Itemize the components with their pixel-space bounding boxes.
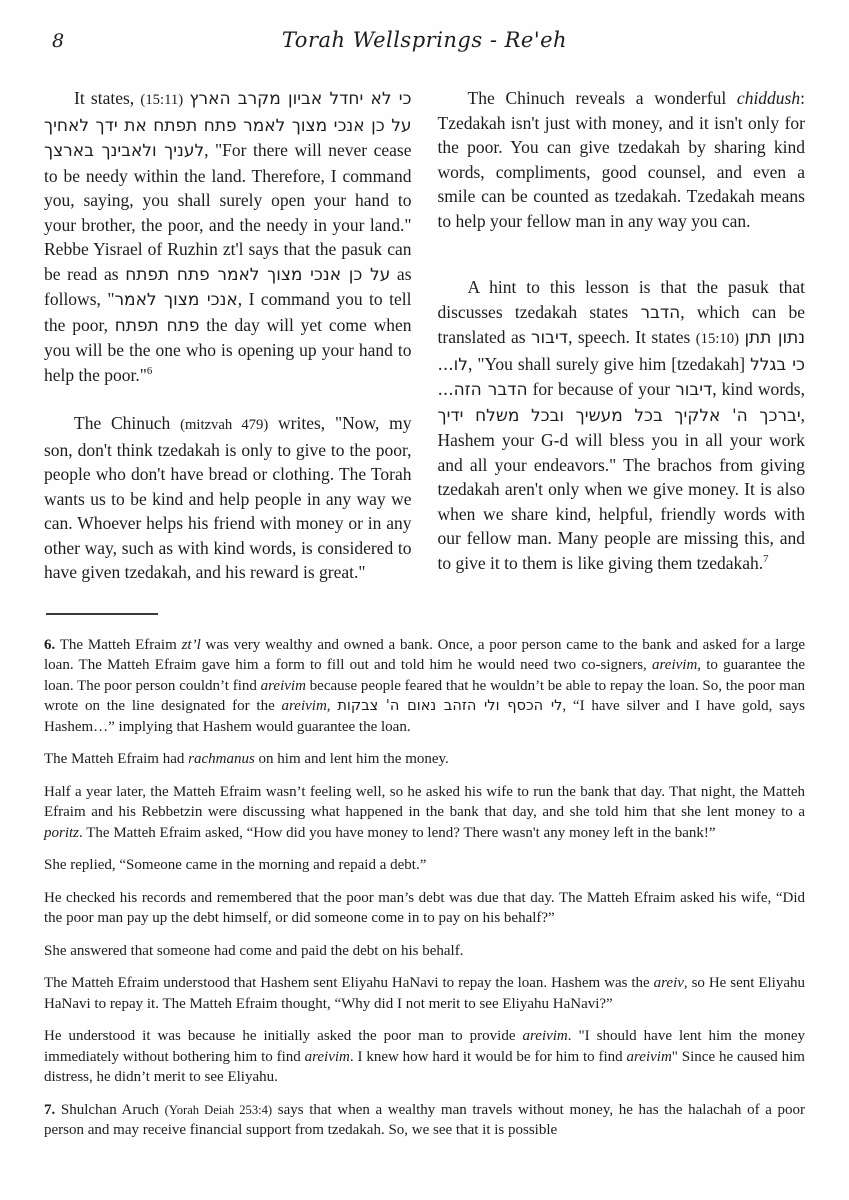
text-run: The Chinuch reveals a wonderful [467,88,737,108]
italic-term: areivim [304,1048,350,1065]
source-reference: (15:11) [140,92,184,108]
italic-term: chiddush [736,88,801,108]
italic-term: areivim [260,677,306,694]
text-run: says that when a wealthy man travels without money, he has the halachah of a poor person and may receive financial support from tzedakah. So, we see that it is possible [44,1101,806,1138]
footnote-6 [44,635,805,1088]
page-header [44,26,805,62]
paragraph [44,1100,805,1141]
footnote-separator [46,613,158,615]
text-run: Half a year later, the Matteh Efraim wasn’t feeling well, so he asked his wife to run the bank that day. That night, the Matteh Efraim and his Rebbetzin were discussing what happened in the bank that day, and she told him that she lent money to a [44,783,805,820]
footnote-number: 6. [44,636,56,653]
text-run: She answered that someone had come and paid the debt on his behalf. [44,942,464,959]
hebrew-text: כי בגלל הדבר הזה... [437,354,805,400]
text-run: A hint to this lesson is that the pasuk that discusses tzedakah states [437,277,805,322]
italic-term: rachmanus [188,751,255,767]
text-run: because people feared that he wouldn’t be able to repay the loan. So, the poor man wrote on the line designated for the [44,677,805,714]
hebrew-text: דיבור [530,328,569,348]
italic-term: areiv [653,975,684,991]
text-run: The Chinuch [74,413,181,433]
source-reference: (15:10) [695,331,739,347]
italic-term: areivim [522,1028,568,1044]
hebrew-text: על כן אנכי מצוך לאמר פתח תפתח [125,264,391,285]
hebrew-text: הדבר [640,302,681,323]
page-title: Torah Wellsprings - Re'eh [281,28,568,52]
text-run: , kind words, [712,379,805,399]
italic-term: areivim [626,1048,672,1065]
hebrew-text: אנכי מצוך לאמר [114,290,238,310]
text-run: , "You shall surely give him [tzedakah] [467,353,751,374]
page-number: 8 [52,30,65,52]
paragraph [44,411,412,585]
text-run: on him and lent him the money. [254,751,449,767]
paragraph [44,635,805,738]
text-run: writes, "Now, my son, don't think tzedakah is only to give to the poor, people who don't have bread or clothing. The Torah wants us to be kind and help people in any way we can. Whoever helps his friend with money or in any other way, such as with kind words, is considered to have given tzedakah, and his reward is great." [44,413,412,582]
paragraph [44,1026,805,1088]
text-run: , I command you to tell the poor, [44,289,412,335]
paragraph [44,855,805,876]
text-run: . The Matteh Efraim asked, “How did you have money to lend? There wasn't any money left in the bank!” [79,824,716,841]
paragraph [44,782,805,844]
hebrew-text: יברכך ה' אלקיך בכל מעשיך ובכל משלח ידיך [437,405,801,426]
footnotes-section [44,635,805,1141]
hebrew-text: דיבור [675,380,713,400]
text-run: Shulchan Aruch [55,1101,165,1118]
text-run: : Tzedakah isn't just with money, and it isn't only for the poor. You can give tzedakah by sharing kind words, compliments, good counsel, and even a smile can be counted as tzedakah. Tzedakah means to help your fellow man in any way you can. [437,88,805,231]
text-run: , Hashem your G-d will bless you in all your work and all your endeavors." The brachos from giving tzedakah aren't only when we give money. It is also when we share kind, helpful, friendly words with our fellow man. Many people are missing this, and to give it to them is like giving them tzedakah. [437,404,805,573]
paragraph [44,749,805,770]
text-run: . I knew how hard it would be for him to find [349,1048,627,1065]
hebrew-text: פתח תפתח [114,315,200,336]
source-reference: (mitzvah 479) [180,417,269,433]
text-run: He understood it was because he initially asked the poor man to provide [44,1028,523,1044]
hebrew-text: נתון תתן לו... [437,328,806,375]
text-run: He checked his records and remembered that the poor man’s debt was due that day. The Matteh Efraim asked his wife, “Did the poor man pay up the debt himself, or did someone come in to pay on his behalf?” [44,889,805,926]
italic-term: areivim [281,698,327,714]
text-run: , to guarantee the loan. The poor person couldn’t find [44,657,805,694]
text-run: The Matteh Efraim understood that Hashem sent Eliyahu HaNavi to repay the loan. Hashem was the [44,975,654,991]
text-run: , [326,698,338,714]
text-run: , "For there will never cease to be needy within the land. Therefore, I command you, saying, you shall surely open your hand to your brother, the poor, and the needy in your land." Rebbe Yisrael of Ruzhin zt'l says that the pasuk can be read as [44,140,412,284]
text-run: was very wealthy and owned a bank. Once, a poor person came to the bank and asked for a large loan. The Matteh Efraim gave him a form to fill out and told him he would need two co-signers, [44,636,805,673]
paragraph [44,86,412,387]
text-run: The Matteh Efraim had [44,751,189,767]
text-run: She replied, “Someone came in the morning and repaid a debt.” [44,857,427,873]
footnote-marker: 7 [763,552,769,565]
paragraph [44,888,805,929]
hebrew-text: כי לא יחדל אביון מקרב הארץ על כן אנכי מצוך לאמר פתח תפתח את ידך לאחיך לעניך ולאבינך בארצך [44,89,412,161]
paragraph [44,941,805,962]
footnote-number: 7. [44,1101,56,1118]
source-reference: (Yorah Deiah 253:4) [164,1102,273,1117]
italic-term: areivim [652,657,698,673]
paragraph [438,275,806,575]
text-run: the day will yet come when you will be the one who is opening up your hand to help the poor." [44,314,412,385]
text-run: , speech. It states [568,327,696,347]
text-run: The Matteh Efraim [55,636,182,653]
main-content [44,86,805,585]
hebrew-text: לי הכסף ולי הזהב נאום ה' צבקות [337,697,563,714]
text-run: , so He sent Eliyahu HaNavi to repay it. The Matteh Efraim thought, “Why did I not merit to see Eliyahu HaNavi?” [44,975,805,1012]
text-run: It states, [74,88,141,108]
paragraph [438,86,806,233]
paragraph [44,973,805,1014]
italic-term: zt’l [181,636,201,653]
text-run: . "I should have lent him the money immediately without bothering him to find [44,1028,805,1065]
footnote-7 [44,1100,805,1141]
text-run: " Since he caused him distress, he didn’t merit to see Eliyahu. [44,1048,805,1085]
footnote-marker: 6 [146,364,153,377]
right-column [438,86,806,585]
left-column [44,86,412,585]
italic-term: poritz [44,824,80,841]
text-run: , “I have silver and I have gold, says Hashem…” implying that Hashem would guarantee the loan. [44,698,806,735]
text-run: for because of your [527,379,676,399]
text-run: , which can be translated as [437,301,805,347]
text-run: as follows, " [44,263,412,309]
